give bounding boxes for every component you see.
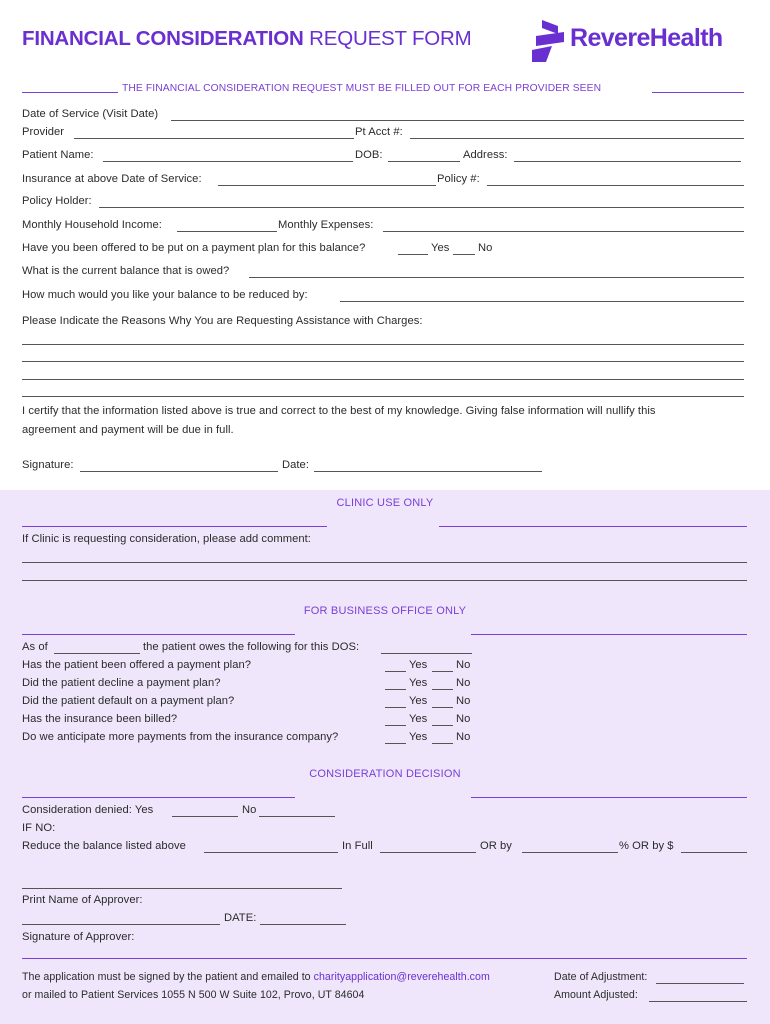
clinic-comment-label: If Clinic is requesting consideration, please add comment:	[22, 533, 311, 545]
date-of-service-label: Date of Service (Visit Date)	[22, 108, 159, 120]
reduce-balance-label: Reduce the balance listed above	[22, 840, 186, 852]
bo-q4-yes-label: Yes	[409, 713, 428, 725]
bo-q2-no-label: No	[456, 677, 471, 689]
clinic-rule-right	[439, 526, 747, 527]
date-adjustment-field[interactable]	[656, 983, 744, 984]
reduce-question: How much would you like your balance to be reduced by:	[22, 289, 308, 301]
provider-field[interactable]	[74, 138, 354, 139]
bo-q4-no-label: No	[456, 713, 471, 725]
dollar-field[interactable]	[681, 852, 747, 853]
approver-date-field[interactable]	[260, 924, 346, 925]
signature-date-label: Date:	[282, 459, 309, 471]
clinic-rule-left	[22, 526, 327, 527]
bo-q3-no-field[interactable]	[432, 707, 453, 708]
insurance-label: Insurance at above Date of Service:	[22, 173, 202, 185]
banner-rule-right	[652, 92, 744, 93]
form-title: FINANCIAL CONSIDERATION REQUEST FORM	[22, 27, 472, 50]
revere-health-logo	[532, 20, 746, 62]
pt-acct-field[interactable]	[410, 138, 744, 139]
bo-q3-no-label: No	[456, 695, 471, 707]
bo-q1-no-label: No	[456, 659, 471, 671]
logo-text: RevereHealth	[570, 24, 723, 52]
address-label: Address:	[463, 149, 508, 161]
bo-q2-no-field[interactable]	[432, 689, 453, 690]
footer-line-2: or mailed to Patient Services 1055 N 500 W Suite 102, Provo, UT 84604	[22, 989, 365, 1001]
decision-rule-left	[22, 797, 295, 798]
reduce-field[interactable]	[340, 301, 744, 302]
bo-q1-no-field[interactable]	[432, 671, 453, 672]
print-name-label: Print Name of Approver:	[22, 894, 143, 906]
bo-question-5: Do we anticipate more payments from the insurance company?	[22, 731, 339, 743]
bo-q3-yes-field[interactable]	[385, 707, 406, 708]
denied-label: Consideration denied: Yes	[22, 804, 154, 816]
payment-plan-yes-label: Yes	[431, 242, 450, 254]
clinic-comment-line-2[interactable]	[22, 580, 747, 581]
signature-date-field[interactable]	[314, 471, 542, 472]
clinic-comment-line-1[interactable]	[22, 562, 747, 563]
bo-q4-no-field[interactable]	[432, 725, 453, 726]
office-use-section	[0, 490, 770, 1024]
bo-question-4: Has the insurance been billed?	[22, 713, 178, 725]
monthly-expenses-field[interactable]	[383, 231, 744, 232]
approver-date-label: DATE:	[224, 912, 257, 924]
percent-field[interactable]	[522, 852, 618, 853]
certify-line-2: agreement and payment will be due in full.	[22, 424, 234, 436]
banner-text: THE FINANCIAL CONSIDERATION REQUEST MUST BE FILLED OUT FOR EACH PROVIDER SEEN	[122, 83, 602, 94]
reasons-label: Please Indicate the Reasons Why You are Requesting Assistance with Charges:	[22, 315, 423, 327]
payment-plan-yes-field[interactable]	[398, 254, 428, 255]
monthly-expenses-label: Monthly Expenses:	[278, 219, 374, 231]
bo-q3-yes-label: Yes	[409, 695, 428, 707]
bo-q5-yes-field[interactable]	[385, 743, 406, 744]
date-adjustment-label: Date of Adjustment:	[554, 971, 648, 983]
current-balance-question: What is the current balance that is owed?	[22, 265, 230, 277]
bo-q4-yes-field[interactable]	[385, 725, 406, 726]
policy-label: Policy #:	[437, 173, 480, 185]
reasons-line-4[interactable]	[22, 396, 744, 397]
footer-line-1: The application must be signed by the patient and emailed to charityapplication@reverehealth.com	[22, 971, 490, 983]
banner-rule-left	[22, 92, 118, 93]
in-full-label: In Full	[342, 840, 373, 852]
address-field[interactable]	[514, 161, 741, 162]
business-rule-left	[22, 634, 295, 635]
owes-label: the patient owes the following for this DOS:	[143, 641, 360, 653]
bo-q1-yes-label: Yes	[409, 659, 428, 671]
policy-holder-label: Policy Holder:	[22, 195, 92, 207]
as-of-label: As of	[22, 641, 48, 653]
monthly-income-field[interactable]	[177, 231, 277, 232]
payment-plan-no-field[interactable]	[453, 254, 475, 255]
policy-field[interactable]	[487, 185, 744, 186]
decision-heading: CONSIDERATION DECISION	[309, 768, 461, 780]
bo-q5-no-label: No	[456, 731, 471, 743]
reasons-line-2[interactable]	[22, 361, 744, 362]
insurance-field[interactable]	[218, 185, 436, 186]
bo-question-2: Did the patient decline a payment plan?	[22, 677, 221, 689]
bo-q1-yes-field[interactable]	[385, 671, 406, 672]
decision-rule-right	[471, 797, 747, 798]
approver-signature-field[interactable]	[22, 924, 220, 925]
denied-no-field[interactable]	[259, 816, 335, 817]
payment-plan-no-label: No	[478, 242, 493, 254]
revere-health-mark-icon	[532, 20, 568, 62]
approver-name-field[interactable]	[22, 888, 342, 889]
bo-q5-no-field[interactable]	[432, 743, 453, 744]
denied-no-label: No	[242, 804, 257, 816]
denied-yes-field[interactable]	[172, 816, 238, 817]
as-of-field[interactable]	[54, 653, 140, 654]
current-balance-field[interactable]	[249, 277, 744, 278]
amount-adjusted-label: Amount Adjusted:	[554, 989, 638, 1001]
in-full-field[interactable]	[380, 852, 476, 853]
payment-plan-question: Have you been offered to be put on a payment plan for this balance?	[22, 242, 366, 254]
dob-field[interactable]	[388, 161, 460, 162]
reasons-line-1[interactable]	[22, 344, 744, 345]
owes-field[interactable]	[381, 653, 472, 654]
policy-holder-field[interactable]	[99, 207, 744, 208]
percent-or-by-label: % OR by $	[619, 840, 674, 852]
date-of-service-field[interactable]	[171, 120, 744, 121]
clinic-use-heading: CLINIC USE ONLY	[336, 497, 434, 509]
reasons-line-3[interactable]	[22, 379, 744, 380]
reduce-balance-field[interactable]	[204, 852, 338, 853]
monthly-income-label: Monthly Household Income:	[22, 219, 162, 231]
if-no-label: IF NO:	[22, 822, 56, 834]
dob-label: DOB:	[355, 149, 383, 161]
amount-adjusted-field[interactable]	[649, 1001, 747, 1002]
business-rule-right	[471, 634, 747, 635]
provider-label: Provider	[22, 126, 65, 138]
bo-q2-yes-field[interactable]	[385, 689, 406, 690]
patient-name-field[interactable]	[103, 161, 353, 162]
bo-question-1: Has the patient been offered a payment plan?	[22, 659, 252, 671]
footer-email-link[interactable]: charityapplication@reverehealth.com	[313, 971, 490, 983]
business-office-heading: FOR BUSINESS OFFICE ONLY	[303, 605, 467, 617]
footer-rule	[22, 958, 747, 959]
bo-q2-yes-label: Yes	[409, 677, 428, 689]
or-by-label: OR by	[480, 840, 512, 852]
bo-question-3: Did the patient default on a payment plan?	[22, 695, 235, 707]
signature-approver-label: Signature of Approver:	[22, 931, 135, 943]
bo-q5-yes-label: Yes	[409, 731, 428, 743]
certify-line-1: I certify that the information listed above is true and correct to the best of my knowledge. Giving false information will nullify this	[22, 405, 656, 417]
signature-label: Signature:	[22, 459, 74, 471]
patient-name-label: Patient Name:	[22, 149, 94, 161]
pt-acct-label: Pt Acct #:	[355, 126, 403, 138]
signature-field[interactable]	[80, 471, 278, 472]
